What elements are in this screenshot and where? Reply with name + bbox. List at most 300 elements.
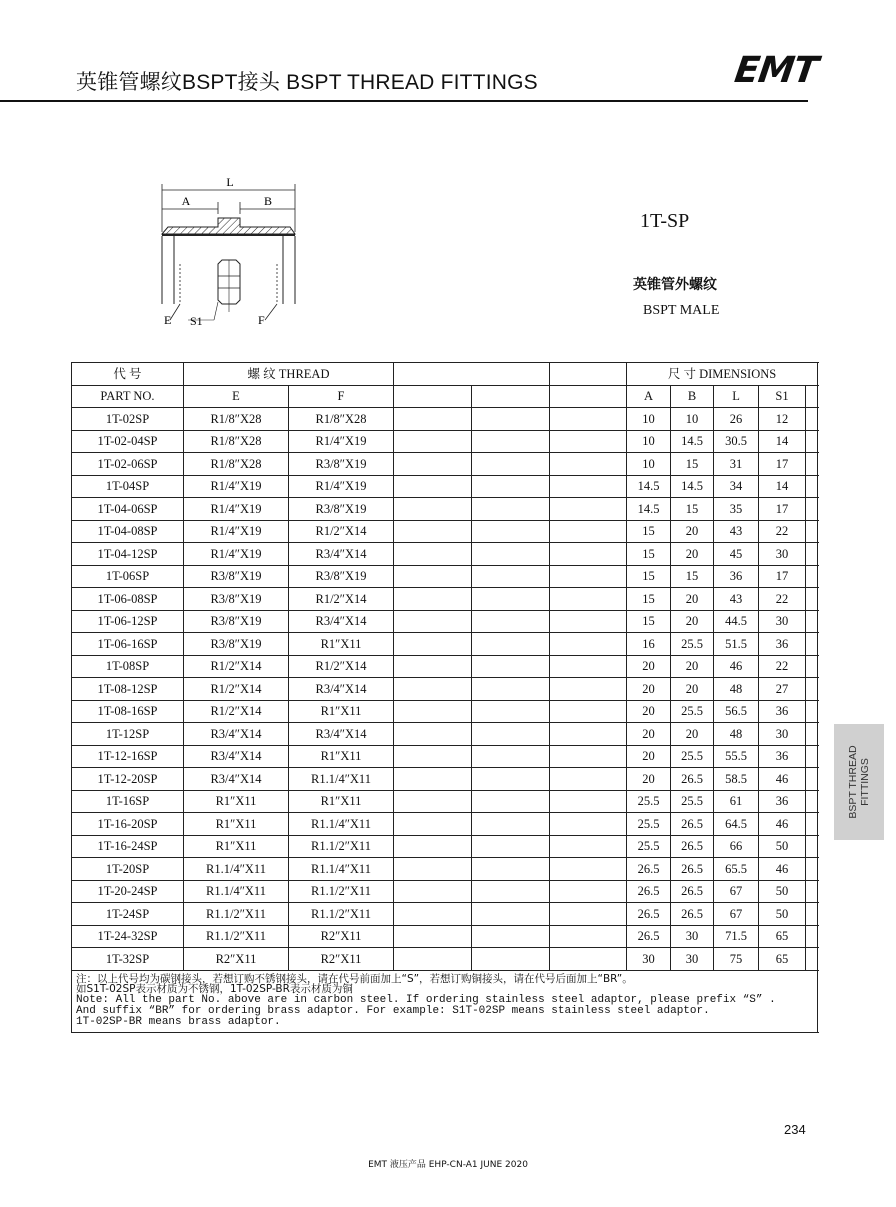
cell-part: 1T-24SP — [72, 903, 184, 926]
header-e: E — [184, 385, 289, 408]
notes-cell — [72, 970, 818, 1032]
cell-b: 25.5 — [671, 700, 714, 723]
cell-blank — [550, 745, 627, 768]
cell-blank — [472, 498, 550, 521]
header-blank-2 — [472, 385, 550, 408]
cell-b: 26.5 — [671, 835, 714, 858]
cell-l: 43 — [714, 520, 759, 543]
table-row — [72, 498, 818, 521]
cell-s1: 14 — [759, 430, 806, 453]
cell-l: 67 — [714, 880, 759, 903]
cell-f: R1/4″X19 — [289, 430, 394, 453]
cell-blank — [550, 498, 627, 521]
header-s1: S1 — [759, 385, 806, 408]
side-tab-line-1: BSPT THREAD — [846, 745, 859, 819]
dim-label-a: A — [181, 194, 191, 208]
cell-f: R1/2″X14 — [289, 655, 394, 678]
cell-s1: 12 — [759, 408, 806, 431]
cell-blank — [806, 723, 818, 746]
cell-part: 1T-06SP — [72, 565, 184, 588]
cell-blank — [394, 588, 472, 611]
cell-blank — [806, 903, 818, 926]
cell-part: 1T-20-24SP — [72, 880, 184, 903]
cell-part: 1T-04-06SP — [72, 498, 184, 521]
cell-a: 15 — [627, 520, 671, 543]
cell-l: 26 — [714, 408, 759, 431]
cell-e: R2″X11 — [184, 948, 289, 971]
cell-l: 64.5 — [714, 813, 759, 836]
cell-l: 48 — [714, 723, 759, 746]
cell-l: 67 — [714, 903, 759, 926]
cell-blank — [550, 588, 627, 611]
cell-blank — [806, 768, 818, 791]
cell-l: 34 — [714, 475, 759, 498]
cell-a: 25.5 — [627, 813, 671, 836]
table-row — [72, 430, 818, 453]
dim-label-b: B — [263, 194, 273, 208]
dimensions-table — [71, 362, 818, 1033]
cell-e: R1.1/2″X11 — [184, 903, 289, 926]
cell-e: R1/4″X19 — [184, 498, 289, 521]
cell-part: 1T-02-06SP — [72, 453, 184, 476]
cell-blank — [472, 565, 550, 588]
cell-e: R1/2″X14 — [184, 655, 289, 678]
dim-label-e: E — [164, 313, 172, 327]
cell-b: 26.5 — [671, 858, 714, 881]
cell-b: 20 — [671, 655, 714, 678]
table-row — [72, 880, 818, 903]
cell-blank — [394, 768, 472, 791]
note-line-2: 如S1T-02SP表示材质为不锈钢，1T-02SP-BR表示材质为铜 — [76, 983, 353, 995]
table-row — [72, 948, 818, 971]
cell-b: 26.5 — [671, 768, 714, 791]
cell-f: R3/4″X14 — [289, 610, 394, 633]
cell-part: 1T-04SP — [72, 475, 184, 498]
cell-e: R1″X11 — [184, 835, 289, 858]
cell-blank — [472, 475, 550, 498]
cell-blank — [806, 543, 818, 566]
cell-blank — [394, 813, 472, 836]
cell-l: 55.5 — [714, 745, 759, 768]
dim-label-l: L — [226, 175, 234, 189]
cell-blank — [550, 678, 627, 701]
cell-blank — [472, 835, 550, 858]
cell-blank — [394, 565, 472, 588]
cell-blank — [394, 453, 472, 476]
cell-b: 20 — [671, 588, 714, 611]
cell-e: R3/8″X19 — [184, 565, 289, 588]
header-blank-1 — [394, 385, 472, 408]
cell-blank — [806, 475, 818, 498]
cell-e: R3/8″X19 — [184, 633, 289, 656]
cell-f: R1″X11 — [289, 745, 394, 768]
cell-blank — [806, 790, 818, 813]
cell-blank — [806, 565, 818, 588]
cell-s1: 30 — [759, 723, 806, 746]
cell-blank — [472, 408, 550, 431]
cell-e: R1/4″X19 — [184, 520, 289, 543]
cell-blank — [550, 520, 627, 543]
cell-f: R1″X11 — [289, 633, 394, 656]
cell-s1: 17 — [759, 453, 806, 476]
cell-b: 20 — [671, 610, 714, 633]
cell-blank — [472, 858, 550, 881]
cell-blank — [550, 768, 627, 791]
page-footer: EMT 液压产品 EHP-CN-A1 JUNE 2020 — [368, 1160, 528, 1170]
cell-b: 30 — [671, 948, 714, 971]
header-f: F — [289, 385, 394, 408]
cell-blank — [806, 813, 818, 836]
cell-part: 1T-20SP — [72, 858, 184, 881]
cell-b: 25.5 — [671, 745, 714, 768]
cell-blank — [806, 453, 818, 476]
cell-f: R3/8″X19 — [289, 453, 394, 476]
note-line-5: 1T-02SP-BR means brass adaptor. — [76, 1015, 281, 1028]
note-line-3: Note: All the part No. above are in carbon steel. If ordering stainless steel adaptor, please prefix “S” . — [76, 993, 776, 1006]
cell-s1: 22 — [759, 520, 806, 543]
cell-l: 45 — [714, 543, 759, 566]
table-row — [72, 790, 818, 813]
cell-blank — [550, 835, 627, 858]
table-row — [72, 723, 818, 746]
cell-blank — [472, 610, 550, 633]
cell-f: R1″X11 — [289, 790, 394, 813]
cell-a: 20 — [627, 745, 671, 768]
cell-b: 15 — [671, 565, 714, 588]
table-body — [72, 408, 818, 971]
cell-blank — [806, 498, 818, 521]
table-group-header-row — [72, 363, 818, 386]
cell-blank — [472, 745, 550, 768]
cell-blank — [472, 655, 550, 678]
cell-s1: 30 — [759, 610, 806, 633]
cell-e: R1.1/4″X11 — [184, 858, 289, 881]
cell-l: 58.5 — [714, 768, 759, 791]
cell-blank — [550, 543, 627, 566]
cell-b: 20 — [671, 678, 714, 701]
cell-blank — [394, 498, 472, 521]
cell-f: R3/4″X14 — [289, 678, 394, 701]
page-number: 234 — [784, 1122, 806, 1137]
cell-blank — [394, 655, 472, 678]
cell-blank — [472, 453, 550, 476]
cell-part: 1T-16-24SP — [72, 835, 184, 858]
header-part-no: PART NO. — [72, 385, 184, 408]
section-side-tab — [834, 724, 884, 840]
cell-s1: 46 — [759, 768, 806, 791]
cell-l: 71.5 — [714, 925, 759, 948]
cell-a: 15 — [627, 610, 671, 633]
cell-a: 20 — [627, 768, 671, 791]
cell-blank — [394, 880, 472, 903]
cell-s1: 50 — [759, 903, 806, 926]
cell-f: R3/8″X19 — [289, 565, 394, 588]
cell-e: R3/4″X14 — [184, 745, 289, 768]
cell-a: 20 — [627, 700, 671, 723]
cell-blank — [472, 813, 550, 836]
cell-part: 1T-04-12SP — [72, 543, 184, 566]
cell-l: 56.5 — [714, 700, 759, 723]
part-name-en: BSPT MALE — [643, 303, 720, 318]
note-line-4: And suffix “BR” for ordering brass adaptor. For example: S1T-02SP means stainless steel adaptor. — [76, 1004, 710, 1017]
cell-blank — [394, 948, 472, 971]
cell-a: 26.5 — [627, 880, 671, 903]
cell-b: 15 — [671, 498, 714, 521]
cell-b: 25.5 — [671, 633, 714, 656]
page-title: 英锥管螺纹BSPT接头 BSPT THREAD FITTINGS — [76, 71, 538, 94]
cell-blank — [472, 430, 550, 453]
cell-blank — [394, 430, 472, 453]
cell-blank — [472, 723, 550, 746]
cell-l: 35 — [714, 498, 759, 521]
cell-l: 48 — [714, 678, 759, 701]
table-row — [72, 903, 818, 926]
cell-blank — [550, 610, 627, 633]
cell-blank — [394, 745, 472, 768]
cell-blank — [550, 858, 627, 881]
cell-blank — [806, 678, 818, 701]
cell-e: R1/4″X19 — [184, 543, 289, 566]
table-row — [72, 543, 818, 566]
cell-l: 51.5 — [714, 633, 759, 656]
cell-s1: 50 — [759, 880, 806, 903]
cell-a: 20 — [627, 655, 671, 678]
cell-f: R1.1/4″X11 — [289, 813, 394, 836]
cell-s1: 14 — [759, 475, 806, 498]
cell-f: R1.1/2″X11 — [289, 880, 394, 903]
table-row — [72, 565, 818, 588]
cell-part: 1T-02SP — [72, 408, 184, 431]
cell-s1: 36 — [759, 700, 806, 723]
cell-b: 15 — [671, 453, 714, 476]
header-empty — [550, 363, 627, 386]
cell-f: R2″X11 — [289, 948, 394, 971]
cell-e: R1/4″X19 — [184, 475, 289, 498]
cell-blank — [394, 835, 472, 858]
cell-a: 26.5 — [627, 925, 671, 948]
cell-s1: 36 — [759, 790, 806, 813]
cell-blank — [472, 700, 550, 723]
brand-logo: EMT — [732, 50, 820, 91]
cell-e: R3/8″X19 — [184, 588, 289, 611]
cell-f: R1/2″X14 — [289, 588, 394, 611]
cell-f: R1/8″X28 — [289, 408, 394, 431]
cell-blank — [806, 858, 818, 881]
cell-s1: 22 — [759, 588, 806, 611]
table-row — [72, 475, 818, 498]
cell-blank — [394, 925, 472, 948]
cell-a: 14.5 — [627, 498, 671, 521]
cell-blank — [550, 925, 627, 948]
cell-a: 25.5 — [627, 835, 671, 858]
cell-s1: 22 — [759, 655, 806, 678]
cell-blank — [472, 678, 550, 701]
cell-a: 10 — [627, 453, 671, 476]
cell-s1: 17 — [759, 498, 806, 521]
cell-l: 30.5 — [714, 430, 759, 453]
cell-b: 14.5 — [671, 475, 714, 498]
cell-part: 1T-16SP — [72, 790, 184, 813]
cell-a: 25.5 — [627, 790, 671, 813]
header-b: B — [671, 385, 714, 408]
part-code: 1T-SP — [640, 210, 690, 232]
cell-b: 20 — [671, 723, 714, 746]
note-line-1: 注：以上代号均为碳钢接头，若想订购不锈钢接头，请在代号前面加上“S”，若想订购铜接头，请在代号后面加上“BR”。 — [76, 972, 633, 985]
cell-l: 44.5 — [714, 610, 759, 633]
cell-blank — [472, 543, 550, 566]
cell-part: 1T-24-32SP — [72, 925, 184, 948]
table-row — [72, 858, 818, 881]
cell-part: 1T-02-04SP — [72, 430, 184, 453]
cell-blank — [550, 475, 627, 498]
cell-a: 15 — [627, 543, 671, 566]
cell-a: 10 — [627, 430, 671, 453]
cell-blank — [550, 565, 627, 588]
table-row — [72, 768, 818, 791]
cell-blank — [806, 520, 818, 543]
cell-blank — [394, 723, 472, 746]
header-blank-3 — [550, 385, 627, 408]
cell-blank — [806, 655, 818, 678]
cell-e: R1.1/2″X11 — [184, 925, 289, 948]
cell-part: 1T-12SP — [72, 723, 184, 746]
dim-label-s1: S1 — [190, 314, 203, 328]
cell-l: 31 — [714, 453, 759, 476]
cell-blank — [472, 520, 550, 543]
cell-blank — [394, 903, 472, 926]
cell-blank — [472, 948, 550, 971]
cell-blank — [394, 543, 472, 566]
cell-blank — [806, 430, 818, 453]
header-divider — [0, 100, 808, 102]
side-tab-line-2: FITTINGS — [859, 758, 871, 806]
cell-blank — [472, 790, 550, 813]
table-row — [72, 813, 818, 836]
cell-f: R1.1/2″X11 — [289, 903, 394, 926]
cell-blank — [394, 678, 472, 701]
cell-s1: 65 — [759, 925, 806, 948]
cell-b: 30 — [671, 925, 714, 948]
cell-blank — [472, 880, 550, 903]
cell-l: 46 — [714, 655, 759, 678]
table-row — [72, 633, 818, 656]
cell-e: R1.1/4″X11 — [184, 880, 289, 903]
cell-blank — [394, 858, 472, 881]
cell-e: R1″X11 — [184, 813, 289, 836]
cell-s1: 46 — [759, 813, 806, 836]
cell-part: 1T-12-16SP — [72, 745, 184, 768]
cell-part: 1T-06-16SP — [72, 633, 184, 656]
cell-l: 66 — [714, 835, 759, 858]
table-row — [72, 655, 818, 678]
cell-b: 10 — [671, 408, 714, 431]
cell-s1: 27 — [759, 678, 806, 701]
cell-blank — [394, 700, 472, 723]
table-row — [72, 678, 818, 701]
cell-e: R1/2″X14 — [184, 700, 289, 723]
cell-a: 20 — [627, 678, 671, 701]
cell-e: R3/8″X19 — [184, 610, 289, 633]
header-thread: 螺 纹 THREAD — [184, 363, 394, 386]
cell-e: R1/8″X28 — [184, 408, 289, 431]
cell-blank — [394, 633, 472, 656]
cell-e: R1/2″X14 — [184, 678, 289, 701]
cell-blank — [806, 408, 818, 431]
cell-b: 26.5 — [671, 880, 714, 903]
header-blank-4 — [806, 385, 818, 408]
cell-blank — [394, 408, 472, 431]
cell-blank — [550, 880, 627, 903]
side-tab-label — [847, 745, 871, 818]
header-l: L — [714, 385, 759, 408]
cell-blank — [394, 610, 472, 633]
table-row — [72, 453, 818, 476]
cell-a: 15 — [627, 588, 671, 611]
cell-s1: 36 — [759, 633, 806, 656]
cell-f: R3/8″X19 — [289, 498, 394, 521]
cell-f: R3/4″X14 — [289, 543, 394, 566]
cell-s1: 46 — [759, 858, 806, 881]
cell-a: 26.5 — [627, 903, 671, 926]
cell-blank — [394, 520, 472, 543]
cell-part: 1T-06-12SP — [72, 610, 184, 633]
cell-part: 1T-16-20SP — [72, 813, 184, 836]
cell-f: R1″X11 — [289, 700, 394, 723]
cell-blank — [806, 835, 818, 858]
cell-b: 20 — [671, 520, 714, 543]
cell-b: 26.5 — [671, 813, 714, 836]
cell-l: 75 — [714, 948, 759, 971]
cell-blank — [806, 633, 818, 656]
cell-blank — [550, 813, 627, 836]
cell-blank — [394, 475, 472, 498]
cell-f: R1.1/4″X11 — [289, 768, 394, 791]
cell-part: 1T-08-16SP — [72, 700, 184, 723]
cell-s1: 50 — [759, 835, 806, 858]
cell-l: 36 — [714, 565, 759, 588]
cell-blank — [806, 925, 818, 948]
cell-f: R1.1/2″X11 — [289, 835, 394, 858]
cell-b: 25.5 — [671, 790, 714, 813]
cell-e: R1/8″X28 — [184, 430, 289, 453]
cell-e: R1/8″X28 — [184, 453, 289, 476]
cell-part: 1T-08-12SP — [72, 678, 184, 701]
cell-blank — [472, 925, 550, 948]
cell-s1: 17 — [759, 565, 806, 588]
cell-a: 20 — [627, 723, 671, 746]
cell-part: 1T-08SP — [72, 655, 184, 678]
cell-blank — [550, 430, 627, 453]
cell-b: 20 — [671, 543, 714, 566]
cell-blank — [806, 745, 818, 768]
cell-blank — [550, 903, 627, 926]
dim-label-f: F — [258, 313, 265, 327]
cell-l: 43 — [714, 588, 759, 611]
cell-l: 61 — [714, 790, 759, 813]
cell-blank — [394, 790, 472, 813]
cell-blank — [806, 700, 818, 723]
cell-blank — [550, 408, 627, 431]
cell-l: 65.5 — [714, 858, 759, 881]
notes-row — [72, 970, 818, 1032]
table-row — [72, 588, 818, 611]
cell-blank — [550, 948, 627, 971]
cell-blank — [806, 880, 818, 903]
header-dimensions: 尺 寸 DIMENSIONS — [627, 363, 818, 386]
cell-part: 1T-06-08SP — [72, 588, 184, 611]
cell-blank — [806, 610, 818, 633]
cell-blank — [550, 453, 627, 476]
